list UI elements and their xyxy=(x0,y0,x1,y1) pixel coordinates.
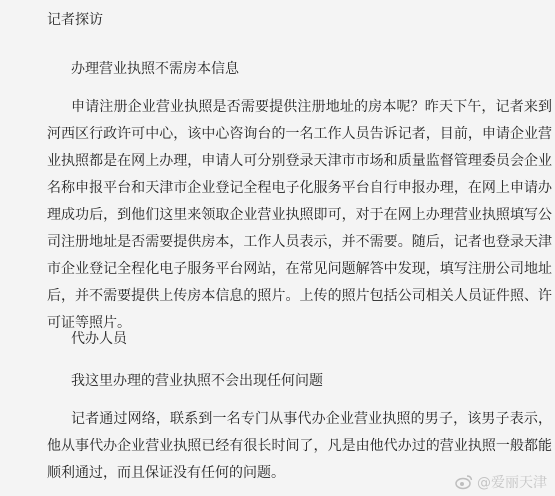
subheading-agent-guarantee: 我这里办理的营业执照不会出现任何问题 xyxy=(71,373,323,389)
weibo-icon xyxy=(455,474,473,490)
watermark-text: @爱丽天津 xyxy=(477,475,547,491)
paragraph-reporter-visit: 申请注册企业营业执照是否需要提供注册地址的房本呢？昨天下午，记者来到河西区行政许可中心，该中心咨询台的一名工作人员告诉记者，目前，申请企业营业执照都是在网上办理，申请人可分别登录天津市市场和质量监督管理委员会企业名称申报平台和天津市企业登记全程电子化服务平台自行申报办理，在网上申请办理成功后，到他们这里来领取企业营业执照即可，对于在网上办理营业执照填写公司注册地址是否需要提供房本，工作人员表示，并不需要。随后，记者也登录天津市企业登记全程化电子服务平台网站，在常见问题解答中发现，填写注册公司地址后，并不需要提供上传房本信息的照片。上传的照片包括公司相关人员证件照、许可证等照片。 xyxy=(47,99,552,331)
section-heading-agent: 代办人员 xyxy=(71,331,127,347)
paragraph-agent-contact: 记者通过网络，联系到一名专门从事代办企业营业执照的男子，该男子表示，他从事代办企业营业执照已经有很长时间了，凡是由他代办过的营业执照一般都能顺利通过，而且保证没有任何的问题。 xyxy=(47,411,552,481)
subheading-license-no-deed: 办理营业执照不需房本信息 xyxy=(71,61,239,77)
watermark xyxy=(455,472,547,492)
section-heading-reporter: 记者探访 xyxy=(47,12,103,28)
